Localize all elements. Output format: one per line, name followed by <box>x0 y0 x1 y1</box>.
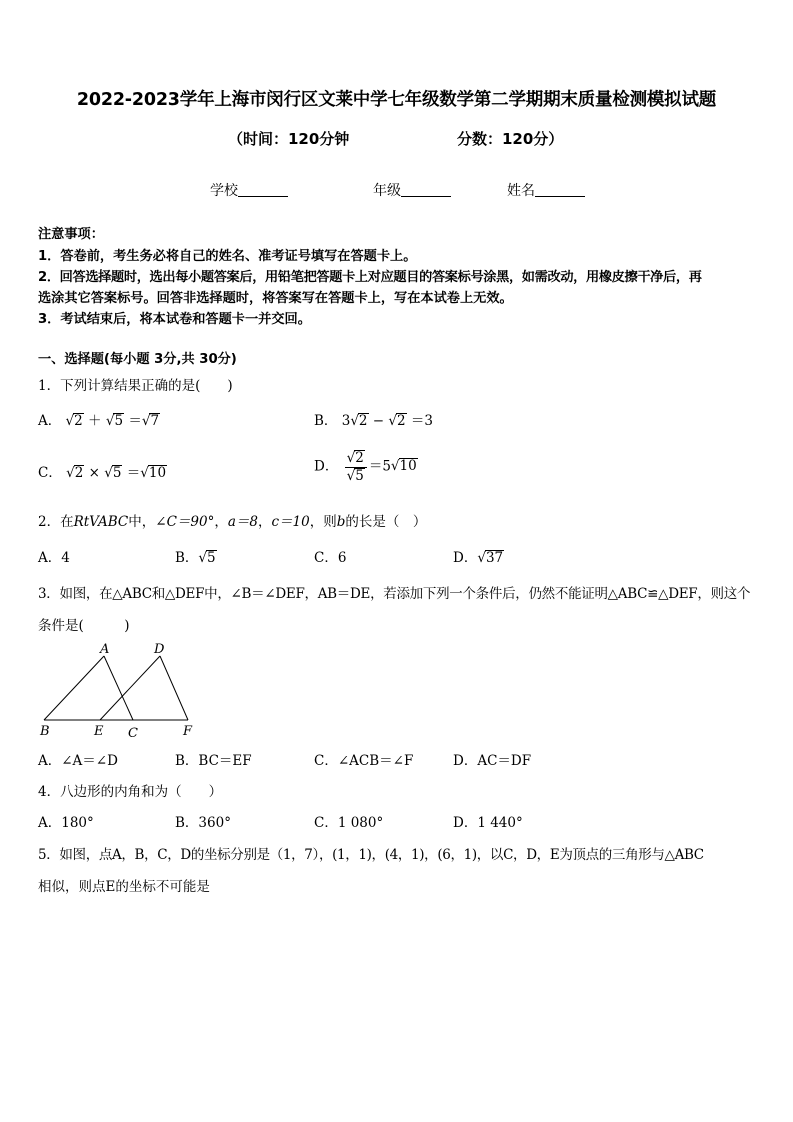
segment-ab <box>44 656 104 720</box>
q5-stem-a: 5．如图，点A，B，C，D的坐标分别是（1，7），(1，1)，(4，1)，(6，1)，以C，D，E为顶点的三角形与△ABC <box>38 847 704 863</box>
label-e: E <box>94 724 104 739</box>
q5-stem-b: 相似，则点E的坐标不可能是 <box>38 879 210 895</box>
school-blank[interactable] <box>238 183 288 197</box>
q4-option-b[interactable]: B．360° <box>175 815 231 831</box>
label-b: B <box>40 724 50 739</box>
notes-line-3: 3．考试结束后，将本试卷和答题卡一并交回。 <box>38 312 311 327</box>
label-d: D <box>154 642 165 657</box>
school-field <box>210 180 288 200</box>
label-c: C <box>128 726 138 741</box>
q4-option-a[interactable]: A．180° <box>38 815 94 831</box>
segment-df <box>160 656 188 720</box>
q3-option-a[interactable]: A．∠A＝∠D <box>38 753 118 769</box>
q2-option-d[interactable]: D．√37 <box>453 550 504 566</box>
name-label: 姓名 <box>507 183 535 199</box>
q1-option-d[interactable]: D． $\frac{√2}{√5}$ ＝5√10 <box>314 450 417 484</box>
grade-field <box>373 180 451 200</box>
q3-stem-b: 条件是( ) <box>38 618 130 634</box>
q3-triangle-figure <box>30 638 205 743</box>
q3-stem-a: 3．如图，在△ABC和△DEF中，∠B＝∠DEF，AB＝DE，若添加下列一个条件后，仍然不能证明△ABC≌△DEF，则这个 <box>38 586 751 602</box>
grade-blank[interactable] <box>401 183 451 197</box>
notes-line-1: 1．答卷前，考生务必将自己的姓名、准考证号填写在答题卡上。 <box>38 249 417 264</box>
q1-option-c[interactable]: C． √2 × √5 ＝√10 <box>38 465 167 481</box>
exam-score: 分数：120分） <box>457 130 564 148</box>
q3-option-d[interactable]: D．AC＝DF <box>453 753 532 769</box>
q2-option-a[interactable]: A．4 <box>38 550 70 566</box>
q1-option-a[interactable]: A． √2 ＋ √5 ＝√7 <box>38 413 160 429</box>
notes-heading: 注意事项： <box>38 227 104 242</box>
section-1-heading: 一、选择题(每小题 3分,共 30分) <box>38 352 237 367</box>
q3-option-c[interactable]: C．∠ACB＝∠F <box>314 753 414 769</box>
grade-label: 年级 <box>373 183 401 199</box>
label-f: F <box>183 724 193 739</box>
q2-option-c[interactable]: C．6 <box>314 550 347 566</box>
q1-d-fraction: $\frac{√2}{√5}$ <box>345 450 367 484</box>
exam-time: （时间：120分钟 <box>228 130 350 148</box>
school-label: 学校 <box>210 183 238 199</box>
q1-stem: 1．下列计算结果正确的是( ) <box>38 378 233 394</box>
name-field <box>507 180 585 200</box>
notes-line-2b: 选涂其它答案标号。回答非选择题时，将答案写在答题卡上，写在本试卷上无效。 <box>38 291 513 306</box>
segment-ed <box>100 656 160 720</box>
q4-stem: 4．八边形的内角和为（ ） <box>38 784 223 800</box>
q2-option-b[interactable]: B．√5 <box>175 550 216 566</box>
q2-stem: 2．在RtVABC中，∠C＝90°，a＝8，c＝10，则b的长是（ ） <box>38 514 427 530</box>
q3-option-b[interactable]: B．BC＝EF <box>175 753 252 769</box>
q4-option-c[interactable]: C．1 080° <box>314 815 384 831</box>
name-blank[interactable] <box>535 183 585 197</box>
notes-line-2a: 2．回答选择题时，选出每小题答案后，用铅笔把答题卡上对应题目的答案标号涂黑，如需改动，用橡皮擦干净后，再 <box>38 270 702 285</box>
label-a: A <box>100 642 110 657</box>
q4-option-d[interactable]: D．1 440° <box>453 815 523 831</box>
q1-option-b[interactable]: B． 3√2 − √2 ＝3 <box>314 413 434 429</box>
exam-title: 2022-2023学年上海市闵行区文莱中学七年级数学第二学期期末质量检测模拟试题 <box>76 90 717 110</box>
